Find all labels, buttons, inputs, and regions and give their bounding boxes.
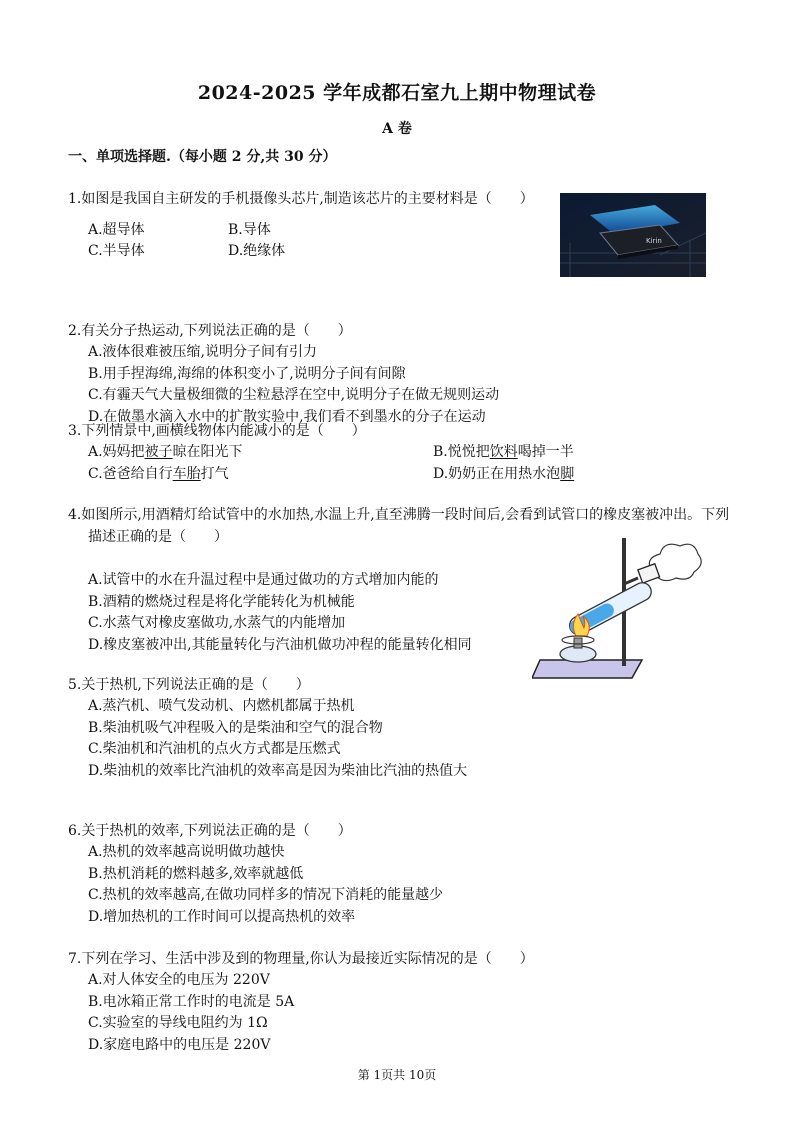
question-4-stem-cont: 描述正确的是（ ） <box>88 529 228 545</box>
option-c: C.柴油机和汽油机的点火方式都是压燃式 <box>88 741 341 757</box>
question-3-options <box>68 442 733 485</box>
question-3-stem: 3.下列情景中,画横线物体内能减小的是（ ） <box>68 423 366 439</box>
option-d: D.增加热机的工作时间可以提高热机的效率 <box>88 908 356 925</box>
option-c: C.水蒸气对橡皮塞做功,水蒸气的内能增加 <box>88 615 346 631</box>
option-a: A.热机的效率越高说明做功越快 <box>88 844 285 860</box>
question-2-stem: 2.有关分子热运动,下列说法正确的是（ ） <box>68 323 352 339</box>
option-d: D.绝缘体 <box>228 243 286 259</box>
option-b: B.用手捏海绵,海绵的体积变小了,说明分子间有间隙 <box>88 365 406 382</box>
option-b: B.悦悦把饮料喝掉一半 <box>433 444 574 460</box>
question-1-options <box>68 220 534 262</box>
chip-label: Kirin <box>646 237 662 245</box>
option-d: D.在做墨水滴入水中的扩散实验中,我们看不到墨水的分子在运动 <box>88 408 486 425</box>
question-1 <box>68 188 534 262</box>
option-b: B.导体 <box>228 222 271 238</box>
option-a: A.妈妈把被子晾在阳光下 <box>88 444 243 460</box>
option-b: B.酒精的燃烧过程是将化学能转化为机械能 <box>88 593 355 610</box>
question-6-stem: 6.关于热机的效率,下列说法正确的是（ ） <box>68 823 352 839</box>
option-d: D.橡皮塞被冲出,其能量转化与汽油机做功冲程的能量转化相同 <box>88 636 472 653</box>
question-1-stem: 1.如图是我国自主研发的手机摄像头芯片,制造该芯片的主要材料是（ ） <box>68 191 534 207</box>
option-c: C.热机的效率越高,在做功同样多的情况下消耗的能量越少 <box>88 887 444 903</box>
page-number: 第 1页共 10页 <box>357 1068 437 1082</box>
underlined-object: 车胎 <box>172 465 201 482</box>
option-c: C.半导体 <box>88 243 145 259</box>
question-3 <box>68 420 733 485</box>
option-d: D.家庭电路中的电压是 220V <box>88 1036 271 1053</box>
exam-title: 2024-2025 学年成都石室九上期中物理试卷 <box>197 82 597 104</box>
underlined-object: 被子 <box>144 444 173 460</box>
option-c: C.爸爸给自行车胎打气 <box>88 465 229 482</box>
question-4-stem: 4.如图所示,用酒精灯给试管中的水加热,水温上升,直至沸腾一段时间后,会看到试管口的橡皮塞被冲出。下列 <box>68 507 730 523</box>
option-a: A.试管中的水在升温过程中是通过做功的方式增加内能的 <box>88 572 439 588</box>
question-7 <box>68 948 534 1056</box>
option-c: C.有霾天气大量极细微的尘粒悬浮在空中,说明分子在做无规则运动 <box>88 387 500 403</box>
underlined-object: 饮料 <box>489 444 518 460</box>
option-a: A.对人体安全的电压为 220V <box>88 972 270 988</box>
question-7-stem: 7.下列在学习、生活中涉及到的物理量,你认为最接近实际情况的是（ ） <box>68 951 534 967</box>
question-6 <box>68 820 443 928</box>
option-b: B.热机消耗的燃料越多,效率就越低 <box>88 865 304 882</box>
option-d: D.柴油机的效率比汽油机的效率高是因为柴油比汽油的热值大 <box>88 762 468 779</box>
paper-section-label: A 卷 <box>382 121 412 137</box>
option-d: D.奶奶正在用热水泡脚 <box>433 465 575 482</box>
test-tube-experiment-image <box>532 532 702 694</box>
underlined-object: 脚 <box>560 465 575 482</box>
option-a: A.蒸汽机、喷气发动机、内燃机都属于热机 <box>88 698 355 714</box>
option-a: A.超导体 <box>88 222 145 238</box>
section-heading: 一、单项选择题.（每小题 2 分,共 30 分） <box>68 149 337 165</box>
option-a: A.液体很难被压缩,说明分子间有引力 <box>88 344 318 360</box>
option-b: B.柴油机吸气冲程吸入的是柴油和空气的混合物 <box>88 719 383 736</box>
question-5-stem: 5.关于热机,下列说法正确的是（ ） <box>68 677 310 693</box>
option-c: C.实验室的导线电阻约为 1Ω <box>88 1015 268 1031</box>
question-5 <box>68 674 467 782</box>
option-b: B.电冰箱正常工作时的电流是 5A <box>88 993 295 1010</box>
question-2 <box>68 320 499 428</box>
chip-image <box>560 193 706 277</box>
